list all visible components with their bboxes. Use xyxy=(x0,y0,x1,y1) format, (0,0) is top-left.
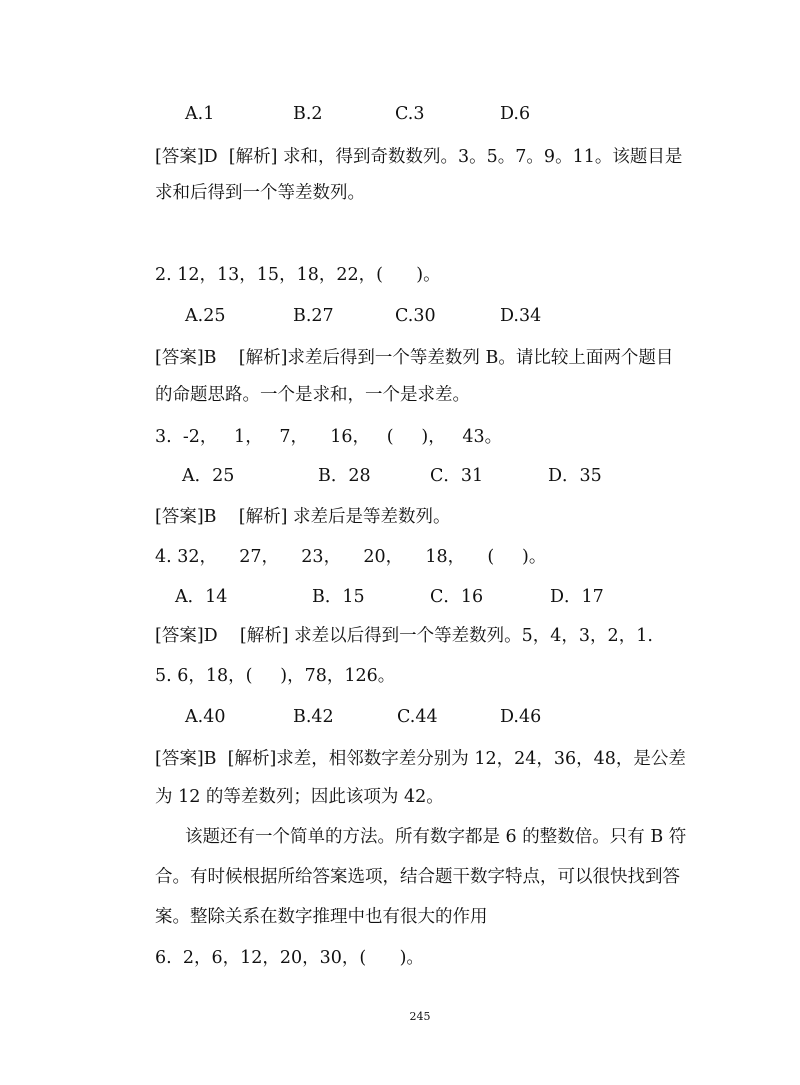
q4-option-d: D．17 xyxy=(550,587,604,607)
q4-question: 4. 32， 27， 23， 20， 18， ( )。 xyxy=(155,547,547,567)
q5-note-line1: 该题还有一个简单的方法。所有数字都是 6 的整数倍。只有 B 符 xyxy=(185,827,687,847)
q3-question: 3. -2， 1， 7， 16， ( )， 43。 xyxy=(155,427,503,447)
q1-option-b: B.2 xyxy=(293,104,323,124)
q1-answer-line1: [答案]D [解析] 求和，得到奇数数列。3。5。7。9。11。该题目是 xyxy=(155,147,683,167)
q2-option-d: D.34 xyxy=(500,306,542,326)
q4-option-b: B．15 xyxy=(312,587,365,607)
q5-question: 5. 6，18，( )，78，126。 xyxy=(155,666,396,686)
q5-answer-line1: [答案]B [解析]求差，相邻数字差分别为 12，24，36，48，是公差 xyxy=(155,749,686,769)
q2-answer-line1: [答案]B [解析]求差后得到一个等差数列 B。请比较上面两个题目 xyxy=(155,348,674,368)
q3-option-a: A．25 xyxy=(182,466,235,486)
q4-answer: [答案]D [解析] 求差以后得到一个等差数列。5，4，3，2，1. xyxy=(155,626,653,646)
q5-note-line3: 案。整除关系在数字推理中也有很大的作用 xyxy=(155,907,488,927)
page-number: 245 xyxy=(409,1010,431,1023)
q2-answer-line2: 的命题思路。一个是求和，一个是求差。 xyxy=(155,385,470,405)
q5-option-c: C.44 xyxy=(397,707,438,727)
q3-option-b: B．28 xyxy=(318,466,371,486)
q5-answer-line2: 为 12 的等差数列；因此该项为 42。 xyxy=(155,787,444,807)
q5-option-d: D.46 xyxy=(500,707,542,727)
q3-answer: [答案]B [解析] 求差后是等差数列。 xyxy=(155,507,451,527)
q3-option-c: C．31 xyxy=(430,466,484,486)
q2-option-a: A.25 xyxy=(185,306,226,326)
q4-option-c: C．16 xyxy=(430,587,484,607)
q6-question: 6. 2，6，12，20，30，( )。 xyxy=(155,948,424,968)
q4-option-a: A．14 xyxy=(175,587,228,607)
q2-option-c: C.30 xyxy=(395,306,436,326)
q5-option-a: A.40 xyxy=(185,707,226,727)
q1-option-c: C.3 xyxy=(395,104,425,124)
q5-option-b: B.42 xyxy=(293,707,334,727)
q2-question: 2. 12，13，15，18，22，( )。 xyxy=(155,265,441,285)
q1-option-d: D.6 xyxy=(500,104,531,124)
q1-answer-line2: 求和后得到一个等差数列。 xyxy=(155,183,365,203)
q2-option-b: B.27 xyxy=(293,306,334,326)
q3-option-d: D．35 xyxy=(548,466,602,486)
q1-option-a: A.1 xyxy=(185,104,215,124)
q5-note-line2: 合。有时候根据所给答案选项，结合题干数字特点，可以很快找到答 xyxy=(155,867,680,887)
